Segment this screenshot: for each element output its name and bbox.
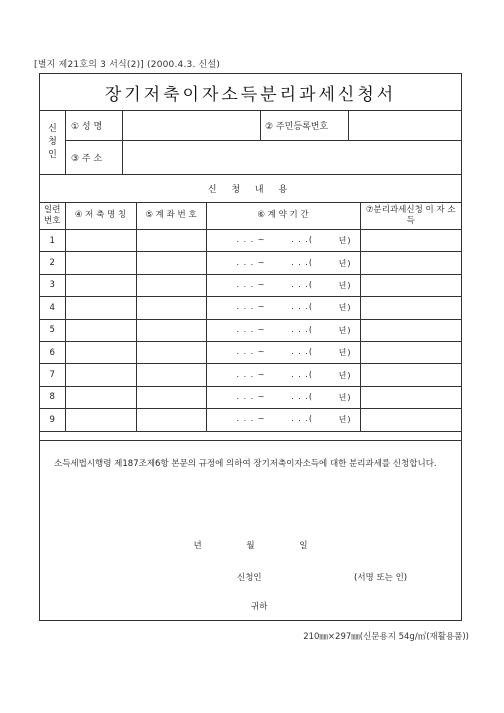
applicant-side-char: 청 [48,136,57,147]
savings-name-cell[interactable] [65,252,136,274]
contract-period-cell[interactable] [206,230,360,252]
period-start: . . . ~ [236,302,266,312]
resident-number-label: ② 주민등록번호 [265,121,329,132]
account-number-cell[interactable] [136,252,206,274]
address-field[interactable] [123,140,461,174]
savings-name-cell[interactable] [65,409,136,431]
period-end: . . .( [291,391,313,401]
period-years: 년) [338,236,352,246]
header-savings-name: ④ 저 축 명 칭 [65,202,136,230]
account-number-cell[interactable] [136,319,206,341]
applicant-side-label [40,110,66,174]
interest-income-cell[interactable] [360,341,461,363]
savings-name-cell[interactable] [65,297,136,319]
row-number: 7 [40,364,65,386]
interest-income-cell[interactable] [360,230,461,252]
contract-period-cell[interactable] [206,319,360,341]
savings-name-cell[interactable] [65,364,136,386]
account-number-cell[interactable] [136,297,206,319]
interest-income-cell[interactable] [360,252,461,274]
period-start: . . . ~ [236,257,266,267]
period-years: 년) [338,280,352,290]
contract-period-cell[interactable] [206,341,360,363]
period-years: 년) [338,392,352,402]
savings-name-cell[interactable] [65,230,136,252]
table-row [40,319,461,341]
savings-name-cell[interactable] [65,386,136,408]
period-start: . . . ~ [236,235,266,245]
period-start: . . . ~ [236,347,266,357]
date-year: 년 [193,541,202,551]
applicant-side-char: 인 [48,149,57,160]
period-years: 년) [338,258,352,268]
row-number: 8 [40,386,65,408]
contract-period-cell[interactable] [206,386,360,408]
header-account-number: ⑤ 계 좌 번 호 [136,202,206,230]
period-years: 년) [338,303,352,313]
divider [260,110,261,140]
savings-name-cell[interactable] [65,341,136,363]
account-number-cell[interactable] [136,409,206,431]
form-title: 장기저축이자소득분리과세신청서 [104,84,397,105]
period-start: . . . ~ [236,279,266,289]
header-serial: 일련 번호 [40,202,65,230]
contract-period-cell[interactable] [206,274,360,296]
table-row [40,364,461,386]
interest-income-cell[interactable] [360,297,461,319]
name-field[interactable] [123,110,260,140]
statement-text: 소득세법시행령 제187조제6항 본문의 규정에 의하여 장기저축이자소득에 대한 분리과세를 신청합니다. [54,459,437,469]
account-number-cell[interactable] [136,341,206,363]
interest-income-cell[interactable] [360,409,461,431]
table-header-row [40,202,461,230]
account-number-cell[interactable] [136,274,206,296]
applicant-section [40,110,461,175]
period-years: 년) [338,415,352,425]
interest-income-cell[interactable] [360,274,461,296]
savings-name-cell[interactable] [65,274,136,296]
table-row [40,230,461,252]
paper-size-note: 210㎜×297㎜(신문용지 54g/㎡(재활용품)) [303,632,469,642]
statement-section [40,440,461,621]
period-years: 년) [338,348,352,358]
application-table [40,202,461,432]
period-start: . . . ~ [236,369,266,379]
period-end: . . .( [291,302,313,312]
account-number-cell[interactable] [136,386,206,408]
address-label: ③ 주 소 [71,153,103,164]
period-years: 년) [338,370,352,380]
header-contract-period: ⑥ 계 약 기 간 [206,202,360,230]
savings-name-cell[interactable] [65,319,136,341]
period-start: . . . ~ [236,414,266,424]
row-number: 9 [40,409,65,431]
table-row [40,274,461,296]
name-label: ① 성 명 [71,121,103,132]
date-day: 일 [299,541,308,551]
header-interest-income: ⑦분리과세신청 이 자 소 득 [360,202,461,230]
interest-income-cell[interactable] [360,386,461,408]
row-number: 5 [40,319,65,341]
period-end: . . .( [291,279,313,289]
table-row [40,386,461,408]
period-end: . . .( [291,235,313,245]
period-end: . . .( [291,257,313,267]
title-row [40,74,461,111]
row-number: 3 [40,274,65,296]
period-end: . . .( [291,369,313,379]
contract-period-cell[interactable] [206,252,360,274]
table-row [40,297,461,319]
addressee: 귀하 [251,602,268,612]
applicant-row-name [65,110,461,141]
account-number-cell[interactable] [136,364,206,386]
row-number: 1 [40,230,65,252]
period-end: . . .( [291,324,313,334]
period-end: . . .( [291,347,313,357]
row-number: 2 [40,252,65,274]
form-caption: [별지 제21호의 3 서식(2)] (2000.4.3. 신설) [34,60,221,70]
contract-period-cell[interactable] [206,409,360,431]
applicant-side-char: 신 [48,123,57,134]
period-years: 년) [338,325,352,335]
period-end: . . .( [291,414,313,424]
row-number: 4 [40,297,65,319]
contract-period-cell[interactable] [206,364,360,386]
signer-label: 신청인 [237,573,262,583]
date-line [40,539,461,551]
period-start: . . . ~ [236,391,266,401]
table-row [40,341,461,363]
resident-number-field[interactable] [349,110,461,140]
row-number: 6 [40,341,65,363]
signature-note: (서명 또는 인) [354,573,408,583]
contract-period-cell[interactable] [206,297,360,319]
applicant-row-address [65,140,461,174]
content-heading: 신 청 내 용 [40,174,461,203]
period-start: . . . ~ [236,324,266,334]
date-month: 월 [246,541,255,551]
application-form [39,73,462,621]
table-row [40,252,461,274]
interest-income-cell[interactable] [360,364,461,386]
table-row [40,409,461,431]
interest-income-cell[interactable] [360,319,461,341]
account-number-cell[interactable] [136,230,206,252]
